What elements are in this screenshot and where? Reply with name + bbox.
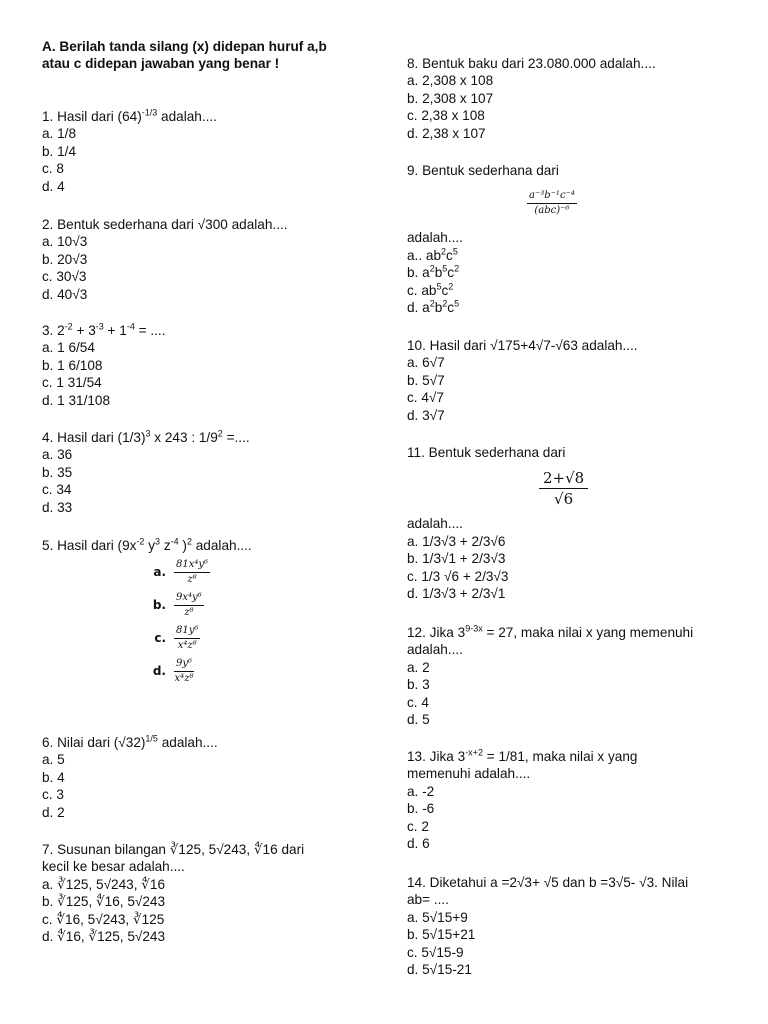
question-6-option-d[interactable]: d. 2 xyxy=(42,804,65,820)
question-9-option-d[interactable]: d. $a^2b^2c^5$ xyxy=(407,298,460,316)
question-10 xyxy=(407,337,638,424)
question-11-option-c[interactable]: c. 1/3 √6 + 2/3√3 xyxy=(407,568,509,584)
question-3-option-c[interactable]: c. 1 31/54 xyxy=(42,375,102,391)
question-7-option-b[interactable]: b. ∛125, ∜16, 5√243 xyxy=(42,894,166,910)
question-13-option-d[interactable]: d. 6 xyxy=(407,836,430,852)
question-3-option-b[interactable]: b. 1 6/108 xyxy=(42,357,103,373)
instructions-line-2: atau c didepan jawaban yang benar ! xyxy=(42,56,280,72)
question-9-stem: 9. Bentuk sederhana dari xyxy=(407,163,559,178)
question-8-option-d[interactable]: d. 2,38 x 107 xyxy=(407,125,486,141)
question-10-option-d[interactable]: d. 3√7 xyxy=(407,407,445,423)
question-2-option-b[interactable]: b. 20√3 xyxy=(42,251,88,267)
question-13 xyxy=(407,748,637,852)
question-11-option-d[interactable]: d. 1/3√3 + 2/3√1 xyxy=(407,586,506,602)
question-3-option-d[interactable]: d. 1 31/108 xyxy=(42,392,111,408)
question-13-stem: 13. Jika $3^{-x+2} = 1/81$, maka nilai x yang xyxy=(407,747,638,764)
question-11 xyxy=(407,444,737,602)
question-2 xyxy=(42,216,288,303)
question-12-option-a[interactable]: a. 2 xyxy=(407,659,430,675)
question-6 xyxy=(42,734,218,821)
question-6-option-c[interactable]: c. 3 xyxy=(42,787,64,803)
question-1-option-d[interactable]: d. 4 xyxy=(42,178,65,194)
fraction: $\frac{\text{9y⁶}}{\text{x⁴z⁸}}$ xyxy=(174,658,194,685)
question-1-option-c[interactable]: c. 8 xyxy=(42,161,64,177)
question-14-option-a[interactable]: a. 5√15+9 xyxy=(407,909,468,925)
question-5-option-c[interactable]: c. $\frac{\text{81y⁶}}{\text{x⁴z⁸}}$ xyxy=(154,625,199,652)
question-12-stem-line-2: adalah.... xyxy=(407,642,463,658)
question-4-option-a[interactable]: a. 36 xyxy=(42,447,73,463)
question-4-option-b[interactable]: b. 35 xyxy=(42,464,73,480)
question-11-after: adalah.... xyxy=(407,516,463,532)
question-8-option-a[interactable]: a. 2,308 x 108 xyxy=(407,73,494,89)
question-1 xyxy=(42,108,217,195)
question-1-option-a[interactable]: a. 1/8 xyxy=(42,126,77,142)
question-9-expression xyxy=(527,185,737,229)
question-11-stem: 11. Bentuk sederhana dari xyxy=(407,445,566,460)
question-2-option-c[interactable]: c. 30√3 xyxy=(42,269,87,285)
question-12-option-c[interactable]: c. 4 xyxy=(407,694,429,710)
question-14-stem-line-2: ab= .... xyxy=(407,892,449,908)
question-14-stem-line-1: 14. Diketahui a =2√3+ √5 dan b =3√5- √3. Nilai xyxy=(407,875,689,890)
fraction: $\frac{\text{81x⁴y⁶}}{\text{z⁸}}$ xyxy=(176,559,209,586)
question-9-option-c[interactable]: c. $ab^5c^2$ xyxy=(407,281,454,298)
question-7-option-a[interactable]: a. ∛125, 5√243, ∜16 xyxy=(42,876,166,892)
question-6-option-b[interactable]: b. 4 xyxy=(42,769,65,785)
fraction: $\frac{\text{9x⁴y⁶}}{\text{z⁸}}$ xyxy=(176,592,202,619)
question-5-option-d[interactable]: d. $\frac{\text{9y⁶}}{\text{x⁴z⁸}}$ xyxy=(152,658,194,685)
question-12 xyxy=(407,624,693,728)
question-5-option-a[interactable]: a. $\frac{\text{81x⁴y⁶}}{\text{z⁸}}$ xyxy=(153,559,209,586)
question-3 xyxy=(42,322,165,409)
question-5-stem: 5. Hasil dari ($9x^{-2}$ $y^3$ $z^{-4}$ )$^2$ adalah.... xyxy=(42,536,252,553)
question-4-option-c[interactable]: c. 34 xyxy=(42,482,72,498)
question-9-option-b[interactable]: b. $a^2b^5c^2$ xyxy=(407,263,460,281)
question-10-option-c[interactable]: c. 4√7 xyxy=(407,390,444,406)
question-7-stem-line-2: kecil ke besar adalah.... xyxy=(42,859,185,875)
fraction: $\frac{2+√8}{√6}$ xyxy=(539,469,588,508)
question-8-option-c[interactable]: c. 2,38 x 108 xyxy=(407,108,485,124)
fraction: $\frac{\text{a⁻³b⁻¹c⁻⁴}}{\text{(abc)⁻⁶}}$ xyxy=(529,190,575,217)
question-13-stem-line-2: memenuhi adalah.... xyxy=(407,766,531,782)
question-8-stem: 8. Bentuk baku dari 23.080.000 adalah.... xyxy=(407,56,656,71)
question-12-stem: 12. Jika $3^{9-3x} = 27$, maka nilai x yang memenuhi xyxy=(407,623,694,640)
question-2-stem: 2. Bentuk sederhana dari √300 adalah.... xyxy=(42,217,288,232)
instructions xyxy=(42,38,327,73)
question-9-option-a[interactable]: a.. $ab^2c^5$ xyxy=(407,246,458,263)
question-10-option-b[interactable]: b. 5√7 xyxy=(407,372,445,388)
question-13-option-a[interactable]: a. -2 xyxy=(407,783,435,799)
question-6-option-a[interactable]: a. 5 xyxy=(42,752,65,768)
question-10-option-a[interactable]: a. 6√7 xyxy=(407,355,445,371)
fraction: $\frac{\text{81y⁶}}{\text{x⁴z⁸}}$ xyxy=(176,625,199,652)
question-13-option-b[interactable]: b. -6 xyxy=(407,801,435,817)
question-5-option-b[interactable]: b. $\frac{\text{9x⁴y⁶}}{\text{z⁸}}$ xyxy=(152,592,202,619)
question-7-stem-line-1: 7. Susunan bilangan ∛125, 5√243, ∜16 dari xyxy=(42,842,305,857)
question-12-option-d[interactable]: d. 5 xyxy=(407,712,430,728)
question-2-option-d[interactable]: d. 40√3 xyxy=(42,286,88,302)
question-14-option-d[interactable]: d. 5√15-21 xyxy=(407,962,472,978)
instructions-line-1: A. Berilah tanda silang (x) didepan huruf a,b xyxy=(42,39,327,54)
question-7-option-c[interactable]: c. ∜16, 5√243, ∛125 xyxy=(42,911,165,927)
question-13-option-c[interactable]: c. 2 xyxy=(407,818,429,834)
question-3-option-a[interactable]: a. 1 6/54 xyxy=(42,340,95,356)
question-3-stem: 3. $2^{-2} + 3^{-3} + 1^{-4}$ = .... xyxy=(42,321,166,338)
question-4-stem: 4. Hasil dari $(1/3)^3$ x 243 : $1/9^2$ =.... xyxy=(42,428,250,445)
question-8 xyxy=(407,55,656,142)
question-9 xyxy=(407,162,737,316)
question-1-stem: 1. Hasil dari $(64)^{-1/3}$ adalah.... xyxy=(42,107,217,124)
question-5-options xyxy=(138,556,252,688)
question-4 xyxy=(42,429,250,516)
question-14-option-b[interactable]: b. 5√15+21 xyxy=(407,927,476,943)
question-11-expression xyxy=(539,469,737,515)
question-12-option-b[interactable]: b. 3 xyxy=(407,677,430,693)
question-14 xyxy=(407,874,688,978)
question-10-stem: 10. Hasil dari √175+4√7-√63 adalah.... xyxy=(407,338,638,353)
question-8-option-b[interactable]: b. 2,308 x 107 xyxy=(407,90,494,106)
question-5 xyxy=(42,537,252,688)
question-11-option-a[interactable]: a. 1/3√3 + 2/3√6 xyxy=(407,533,506,549)
question-1-option-b[interactable]: b. 1/4 xyxy=(42,143,77,159)
question-11-option-b[interactable]: b. 1/3√1 + 2/3√3 xyxy=(407,551,506,567)
question-7 xyxy=(42,841,304,945)
question-9-after: adalah.... xyxy=(407,230,463,246)
question-4-option-d[interactable]: d. 33 xyxy=(42,499,73,515)
question-7-option-d[interactable]: d. ∜16, ∛125, 5√243 xyxy=(42,929,166,945)
question-6-stem: 6. Nilai dari $(√32)^{1/5}$ adalah.... xyxy=(42,733,218,750)
question-2-option-a[interactable]: a. 10√3 xyxy=(42,234,88,250)
question-14-option-c[interactable]: c. 5√15-9 xyxy=(407,944,464,960)
